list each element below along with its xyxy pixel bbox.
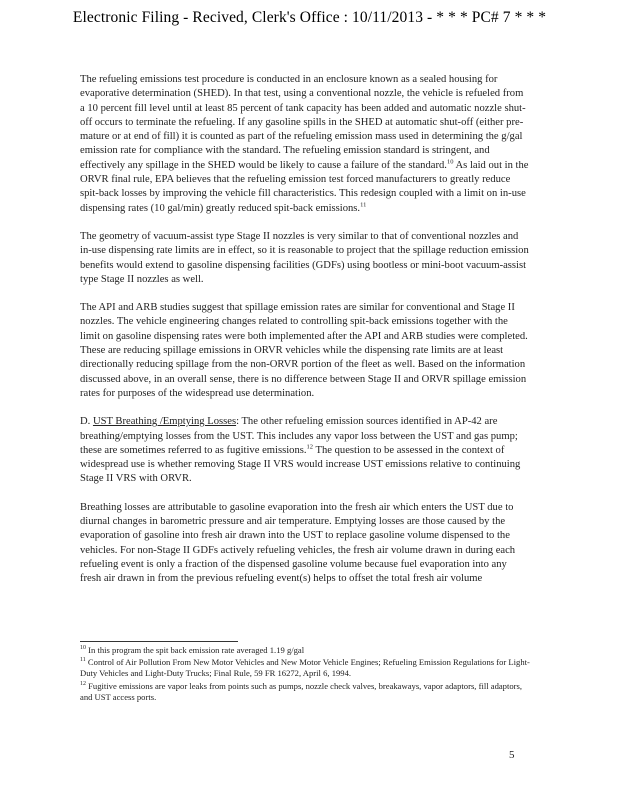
paragraph-text: : The other refueling emission sources identified in AP-42 are breathing/emptying losses from the UST. This includes any vapor loss between the UST and gas pump; these are sometimes referred to as fugitive emissions. <box>80 416 518 456</box>
footnote-number: 12 <box>80 680 86 687</box>
paragraph-api-arb-studies: The API and ARB studies suggest that spillage emission rates are similar for conventional and Stage II nozzles. The vehicle engineering changes related to controlling spit-back emissions together with the limit on gasoline dispensing rates were both implemented after the API and ARB studies were completed. These are reducing spillage emissions in ORVR vehicles while the dispensing rate limits are at least directionally reducing spillage from the non-ORVR portion of the fleet as well. Based on the information discussed above, in an overall sense, there is no difference between Stage II and ORVR spillage emission rates for purposes of the widespread use determination. <box>80 302 528 399</box>
document-body <box>80 73 530 601</box>
section-heading: UST Breathing /Emptying Losses <box>92 416 237 428</box>
footnote-ref-10: 10 <box>446 158 454 166</box>
page-number: 5 <box>509 749 515 761</box>
filing-header: Electronic Filing - Recived, Clerk's Office : 10/11/2013 - * * * PC# 7 * * * <box>72 9 547 26</box>
footnote-text: Fugitive emissions are vapor leaks from points such as pumps, nozzle check valves, breakaways, vapor adaptors, fill adaptors, and UST access ports. <box>80 680 523 702</box>
paragraph-ust-losses <box>80 415 530 486</box>
section-label: D. <box>80 416 93 428</box>
paragraph-shed-test <box>80 73 530 216</box>
paragraph-text: The refueling emissions test procedure is conducted in an enclosure known as a sealed housing for evaporative determination (SHED). In that test, using a conventional nozzle, the vehicle is refueled from a 10 percent fill level until at least 85 percent of tank capacity has been added and automatic nozzle shut-off occurs to terminate the refueling. If any gasoline spills in the SHED at automatic shut-off (either pre-mature or at end of fill) it is counted as part of the refueling emission mass used in determining the g/gal emission rate for compliance with the standard. The refueling emission standard is stringent, and effectively any spillage in the SHED would be likely to cause a failure of the standard. <box>80 74 526 171</box>
footnote-ref-11: 11 <box>360 201 367 209</box>
paragraph-breathing-losses: Breathing losses are attributable to gasoline evaporation into the fresh air which enters the UST due to diurnal changes in barometric pressure and air temperature. Emptying losses are those caused by the evaporation of gasoline into fresh air drawn into the UST to replace gasoline volume dispensed to the vehicles. For non-Stage II GDFs actively refueling vehicles, the fresh air volume drawn in during each refueling event is only a fraction of the dispensed gasoline volume because fuel evaporation into any fresh air drawn in from the previous refueling event(s) helps to offset the total fresh air volume <box>80 501 516 585</box>
footnote-10 <box>80 645 530 656</box>
footnotes <box>80 645 530 704</box>
footnote-text: Control of Air Pollution From New Motor Vehicles and New Motor Vehicle Engines; Refueling Emission Regulations for Light-Duty Vehicles and Light-Duty Trucks; Final Rule, 59 FR 16272, April 6, 1994. <box>80 657 530 679</box>
footnote-11 <box>80 657 530 679</box>
footnote-12 <box>80 681 530 703</box>
paragraph-text: The question to be assessed in the context of widespread use is whether removing Stage II VRS would increase UST emissions relative to continuing Stage II VRS with ORVR. <box>80 444 521 485</box>
footnote-number: 10 <box>80 645 86 652</box>
footnote-number: 11 <box>80 657 86 664</box>
paragraph-nozzle-geometry: The geometry of vacuum-assist type Stage II nozzles is very similar to that of conventional nozzles and in-use dispensing rate limits are in effect, so it is reasonable to project that the spillage reduction emission benefits would extend to gasoline dispensing facilities (GDFs) using bootless or mini-boot vacuum-assist type Stage II nozzles as well. <box>80 230 529 285</box>
footnote-ref-12: 12 <box>306 443 314 451</box>
footnote-text: In this program the spit back emission rate averaged 1.19 g/gal <box>86 645 305 655</box>
footnote-divider <box>80 641 238 642</box>
paragraph-text: As laid out in the ORVR final rule, EPA believes that the refueling emission test forced manufacturers to greatly reduce spit-back losses by improving the vehicle fill characteristics. This redesign coupled with a limit on in-use dispensing rates (10 gal/min) greatly reduced spit-back emissions. <box>80 159 529 214</box>
